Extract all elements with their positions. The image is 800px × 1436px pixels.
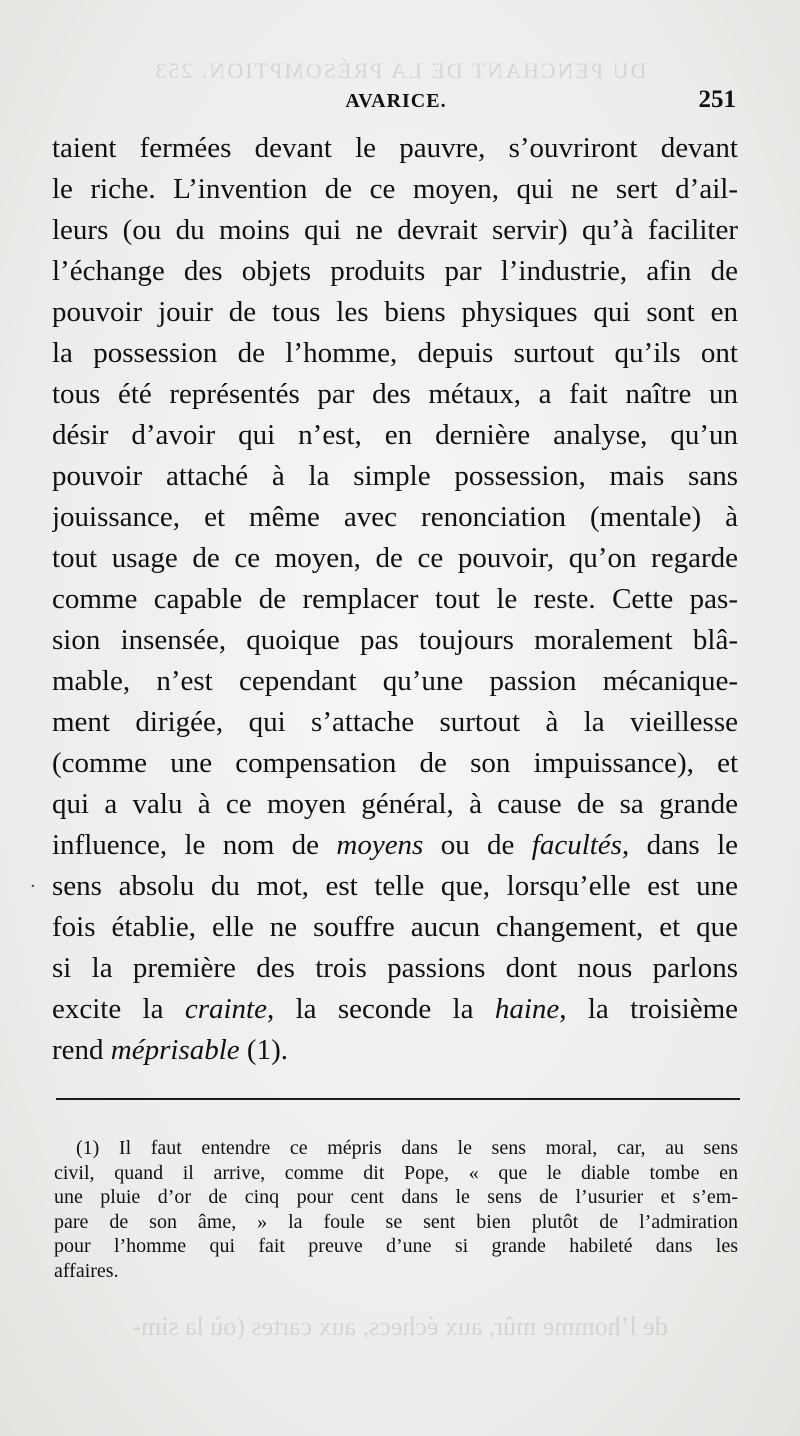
footnote-line: civil, quand il arrive, comme dit Pope, « que le diable tombe en bbox=[54, 1161, 738, 1184]
running-title: AVARICE. bbox=[345, 90, 447, 112]
text-segment: l’échange des objets produits par l’industrie, afin de bbox=[52, 255, 738, 287]
italic-term: moyens bbox=[336, 829, 424, 861]
text-segment: désir d’avoir qui n’est, en dernière analyse, qu’un bbox=[52, 419, 738, 451]
text-line bbox=[52, 251, 738, 292]
text-segment: , la troisième bbox=[559, 993, 738, 1025]
text-line bbox=[52, 948, 738, 989]
italic-term: haine bbox=[494, 993, 560, 1025]
text-line bbox=[52, 784, 738, 825]
text-segment: comme capable de remplacer tout le reste. Cette pas- bbox=[52, 583, 738, 615]
text-line bbox=[52, 866, 738, 907]
text-segment: la possession de l’homme, depuis surtout qu’ils ont bbox=[52, 337, 738, 369]
text-line bbox=[52, 579, 738, 620]
text-line bbox=[52, 989, 738, 1030]
footnote-line: pare de son âme, » la foule se sent bien plutôt de l’admiration bbox=[54, 1210, 738, 1233]
text-line bbox=[52, 169, 738, 210]
text-line bbox=[52, 743, 738, 784]
text-line bbox=[52, 907, 738, 948]
text-segment: tout usage de ce moyen, de ce pouvoir, qu’on regarde bbox=[52, 542, 738, 574]
text-segment: pouvoir jouir de tous les biens physiques qui sont en bbox=[52, 296, 738, 328]
text-segment: , dans le bbox=[621, 829, 738, 861]
text-line bbox=[52, 620, 738, 661]
margin-mark: · bbox=[30, 876, 36, 897]
text-line bbox=[52, 497, 738, 538]
italic-term: facultés bbox=[531, 829, 622, 861]
text-segment: le riche. L’invention de ce moyen, qui ne sert d’ail- bbox=[52, 173, 738, 205]
show-through-text: de l’homme mûr, aux échecs, aux cartes (où la sim- bbox=[132, 1312, 668, 1341]
text-line bbox=[52, 825, 738, 866]
text-segment: excite la bbox=[52, 993, 185, 1025]
text-segment: qui a valu à ce moyen général, à cause de sa grande bbox=[52, 788, 738, 820]
text-segment: taient fermées devant le pauvre, s’ouvriront devant bbox=[52, 132, 738, 164]
text-line bbox=[52, 538, 738, 579]
footnote-line: (1) Il faut entendre ce mépris dans le sens moral, car, au sens bbox=[76, 1137, 738, 1159]
text-line bbox=[52, 415, 738, 456]
text-segment: , la seconde la bbox=[266, 993, 495, 1025]
footnote bbox=[54, 1136, 738, 1283]
text-line bbox=[52, 661, 738, 702]
italic-term: méprisable bbox=[110, 1034, 240, 1066]
text-line bbox=[52, 128, 738, 169]
footnote-line: pour l’homme qui fait preuve d’une si grande habileté dans les bbox=[54, 1235, 738, 1257]
italic-term: crainte bbox=[184, 993, 267, 1025]
text-segment: rend bbox=[52, 1034, 111, 1066]
main-text bbox=[52, 128, 738, 1071]
text-segment: (comme une compensation de son impuissance), et bbox=[52, 747, 738, 779]
text-segment: ou de bbox=[423, 829, 532, 861]
text-line bbox=[52, 1030, 738, 1071]
text-segment: sion insensée, quoique pas toujours moralement blâ- bbox=[52, 624, 738, 656]
text-segment: si la première des trois passions dont nous parlons bbox=[52, 952, 738, 984]
text-segment: leurs (ou du moins qui ne devrait servir) qu’à faciliter bbox=[52, 214, 738, 246]
page-number: 251 bbox=[698, 86, 736, 113]
text-segment: (1). bbox=[239, 1034, 288, 1066]
running-head bbox=[56, 86, 736, 118]
footnote-line: affaires. bbox=[54, 1259, 119, 1282]
text-segment: mable, n’est cependant qu’une passion mécanique- bbox=[52, 665, 738, 697]
text-line bbox=[52, 292, 738, 333]
show-through-header: DU PENCHANT DE LA PRÉSOMPTION. 253 bbox=[153, 58, 647, 83]
text-line bbox=[52, 456, 738, 497]
text-segment: fois établie, elle ne souffre aucun changement, et que bbox=[52, 911, 738, 943]
text-line bbox=[52, 374, 738, 415]
text-segment: tous été représentés par des métaux, a fait naître un bbox=[52, 378, 738, 410]
text-segment: jouissance, et même avec renonciation (mentale) à bbox=[52, 501, 738, 533]
text-segment: influence, le nom de bbox=[52, 829, 337, 861]
text-line bbox=[52, 333, 738, 374]
footnote-line: une pluie d’or de cinq pour cent dans le sens de l’usurier et s’em- bbox=[54, 1186, 738, 1208]
text-segment: ment dirigée, qui s’attache surtout à la vieillesse bbox=[52, 706, 738, 738]
footnote-rule bbox=[56, 1098, 740, 1100]
text-line bbox=[52, 210, 738, 251]
text-line bbox=[52, 702, 738, 743]
text-segment: sens absolu du mot, est telle que, lorsqu’elle est une bbox=[52, 870, 738, 902]
text-segment: pouvoir attaché à la simple possession, mais sans bbox=[52, 460, 738, 492]
